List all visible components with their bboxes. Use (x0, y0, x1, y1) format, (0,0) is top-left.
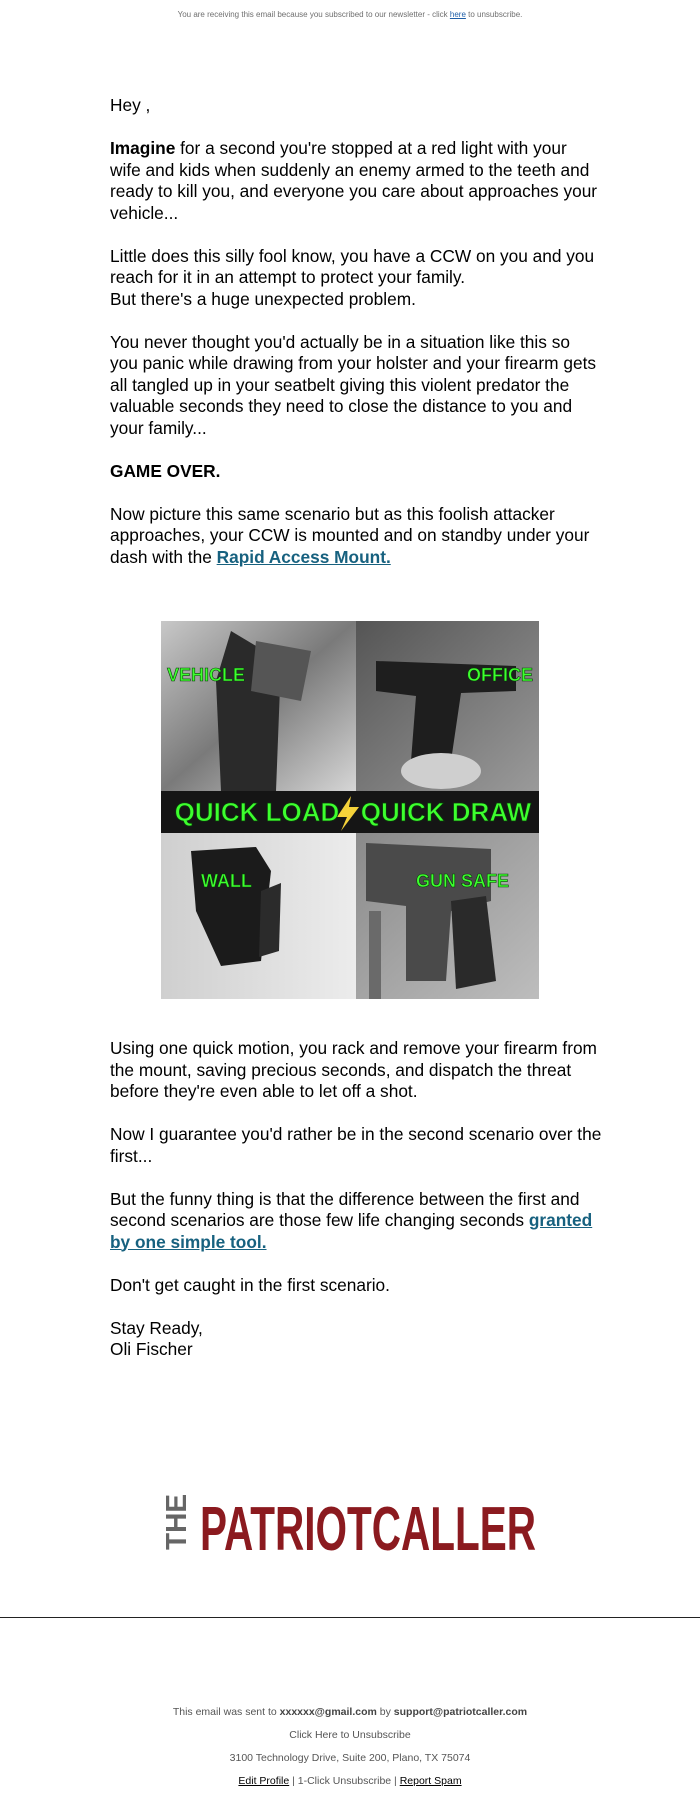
imagine-text: for a second you're stopped at a red light with your wife and kids when suddenly an enemy armed to the teeth and ready to kill you, and everyone you care about approaches your vehicle... (110, 138, 598, 223)
picture-text: Now picture this same scenario but as this foolish attacker approaches, your CCW is mounted and on standby under your dash with the (110, 503, 590, 567)
paragraph-ccw (110, 246, 600, 311)
game-over-heading: GAME OVER. (110, 460, 221, 481)
email-body (110, 95, 600, 590)
paragraph-guarantee: Now I guarantee you'd rather be in the second scenario over the first... (110, 1124, 602, 1166)
vehicle-label: VEHICLE (167, 665, 246, 685)
banner-quick-draw: QUICK DRAW (360, 797, 532, 827)
greeting: Hey , (110, 95, 151, 115)
email-body-continued (110, 1038, 610, 1382)
report-spam-link[interactable]: Report Spam (399, 1775, 462, 1787)
paragraph-panic: You never thought you'd actually be in a situation like this so you panic while drawing from your holster and your firearm gets all tangled up in your seatbelt giving this violent predator the valuable seconds they need to close the distance to you and your family... (110, 331, 597, 438)
ccw-line1: Little does this silly fool know, you have a CCW on you and you reach for it in an attempt to protect your family. (110, 245, 595, 287)
preheader (0, 10, 700, 19)
sender-email: support@patriotcaller.com (393, 1706, 528, 1718)
rapid-access-mount-link[interactable]: Rapid Access Mount. (216, 546, 391, 567)
imagine-bold: Imagine (110, 138, 176, 158)
product-collage-image[interactable] (161, 621, 539, 999)
banner-quick-load: QUICK LOAD (174, 797, 340, 827)
footer-divider (0, 1617, 700, 1618)
paragraph-difference (110, 1189, 610, 1254)
one-click-unsubscribe[interactable]: | 1-Click Unsubscribe | (289, 1775, 400, 1787)
footer-links (0, 1770, 700, 1793)
ccw-line2: But there's a huge unexpected problem. (110, 288, 416, 309)
sent-to-line: This email was sent to xxxxxx@gmail.com by support@patriotcaller.com (172, 1706, 528, 1718)
difference-text: But the funny thing is that the difference between the first and second scenarios are those few life changing seconds (110, 1188, 580, 1230)
signoff-line: Stay Ready, (110, 1317, 203, 1338)
signoff (110, 1318, 610, 1361)
unsubscribe-link[interactable]: here (449, 10, 466, 19)
paragraph-imagine (110, 138, 600, 224)
logo-prefix: THE (161, 1492, 193, 1550)
postal-address: 3100 Technology Drive, Suite 200, Plano, TX 75074 (229, 1752, 471, 1764)
preheader-text-end: to unsubscribe. (465, 10, 523, 19)
patriotcaller-logo[interactable] (160, 1492, 540, 1564)
office-label: OFFICE (467, 665, 533, 685)
simple-tool-link[interactable]: granted by one simple tool. (110, 1210, 593, 1252)
gun-safe-label: GUN SAFE (416, 871, 510, 891)
click-to-unsubscribe[interactable]: Click Here to Unsubscribe (289, 1729, 411, 1741)
paragraph-picture (110, 504, 600, 569)
logo-name: PATRIOTCALLER (200, 1495, 536, 1564)
paragraph-warning: Don't get caught in the first scenario. (110, 1274, 390, 1295)
recipient-email: xxxxxx@gmail.com (279, 1706, 377, 1718)
edit-profile-link[interactable]: Edit Profile (238, 1775, 290, 1787)
preheader-text: You are receiving this email because you subscribed to our newsletter - click (177, 10, 450, 19)
paragraph-motion: Using one quick motion, you rack and remove your firearm from the mount, saving precious seconds, and dispatch the threat before they're even able to let off a shot. (110, 1038, 597, 1101)
signoff-name: Oli Fischer (110, 1339, 193, 1359)
email-footer (0, 1701, 700, 1793)
wall-label: WALL (201, 871, 252, 891)
